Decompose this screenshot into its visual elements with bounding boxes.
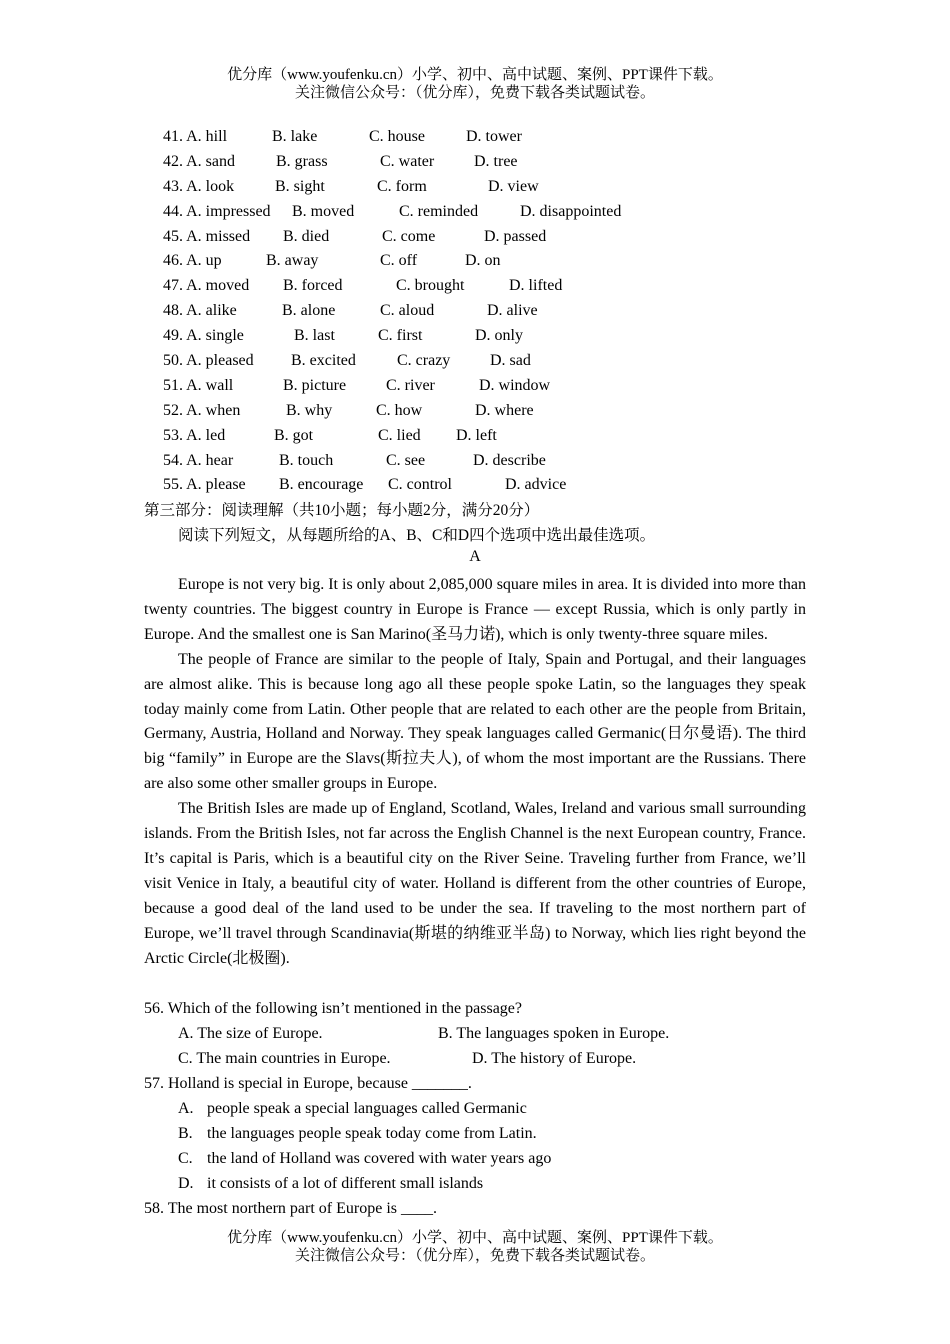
option-b: B. alone bbox=[282, 302, 336, 320]
section-instruction: 阅读下列短文，从每题所给的A、B、C和D四个选项中选出最佳选项。 bbox=[178, 527, 656, 544]
option-c: C. control bbox=[388, 476, 452, 494]
option-d: D. sad bbox=[490, 352, 531, 370]
passage-paragraph: Europe is not very big. It is only about 2,085,000 square miles in area. It is divided into more than twenty countries. The biggest country in Europe is France — except Russia, which is only partly in Europe. And the smallest one is San Marino(圣马力诺), which is only twenty-three square miles. bbox=[144, 576, 806, 643]
option-d: D. tower bbox=[466, 128, 522, 145]
header-line-2: 关注微信公众号：（优分库），免费下载各类试题试卷。 bbox=[294, 85, 655, 101]
footer-line-1: 优分库（www.youfenku.cn）小学、初中、高中试题、案例、PPT课件下载。 bbox=[227, 1230, 723, 1246]
option-c: C. see bbox=[386, 451, 426, 469]
option-b: B. why bbox=[286, 401, 333, 419]
option-a: 44. A. impressed bbox=[163, 202, 271, 220]
option-c: C. come bbox=[382, 227, 436, 245]
question-58-stem: 58. The most northern part of Europe is ____. bbox=[144, 1200, 437, 1217]
option-c: C. first bbox=[378, 327, 423, 345]
option-d: D. on bbox=[465, 252, 501, 270]
option-d: D. describe bbox=[473, 451, 546, 469]
option-label: B. bbox=[178, 1125, 193, 1142]
option-d: D. lifted bbox=[509, 277, 563, 295]
option-a: 50. A. pleased bbox=[163, 352, 254, 370]
option-label: A. bbox=[178, 1100, 194, 1117]
footer-line-2: 关注微信公众号：（优分库），免费下载各类试题试卷。 bbox=[294, 1248, 655, 1264]
option-label: D. bbox=[178, 1175, 194, 1192]
question-56-option-c: C. The main countries in Europe. bbox=[178, 1050, 391, 1067]
option-a: 51. A. wall bbox=[163, 376, 234, 394]
option-a: 45. A. missed bbox=[163, 227, 251, 245]
option-d: D. left bbox=[456, 426, 497, 444]
page-footer bbox=[0, 1229, 950, 1265]
option-d: D. window bbox=[479, 376, 551, 394]
option-a: 54. A. hear bbox=[163, 451, 234, 469]
option-c: C. brought bbox=[396, 277, 465, 295]
passage-paragraph: The British Isles are made up of England, Scotland, Wales, Ireland and various small surrounding islands. From the British Isles, not far across the English Channel is the next European country, France. It’s capital is Paris, which is a beautiful city on the River Seine. Traveling further from France, we’ll visit Venice in Italy, a beautiful city of water. Holland is different from the other countries of Europe, because a good deal of the land used to be under the sea. If traveling to the most northern part of Europe, we’ll travel through Scandinavia(斯堪的纳维亚半岛) to Norway, which lies right beyond the Arctic Circle(北极圈). bbox=[144, 800, 806, 967]
question-56-stem: 56. Which of the following isn’t mentioned in the passage? bbox=[144, 1000, 522, 1017]
option-b: B. last bbox=[294, 327, 335, 345]
option-c: C. crazy bbox=[397, 352, 451, 370]
option-text: it consists of a lot of different small islands bbox=[207, 1175, 484, 1192]
option-a: 41. A. hill bbox=[163, 128, 228, 145]
option-text: the languages people speak today come from Latin. bbox=[207, 1125, 537, 1142]
option-a: 49. A. single bbox=[163, 327, 244, 345]
section-title: 第三部分：阅读理解（共10小题；每小题2分，满分20分） bbox=[144, 502, 540, 519]
option-a: 47. A. moved bbox=[163, 277, 250, 295]
option-text: the land of Holland was covered with water years ago bbox=[207, 1150, 552, 1167]
option-c: C. form bbox=[377, 177, 427, 195]
option-b: B. picture bbox=[283, 376, 347, 394]
option-b: B. encourage bbox=[279, 476, 364, 494]
option-label: C. bbox=[178, 1150, 193, 1167]
question-56-option-a: A. The size of Europe. bbox=[178, 1025, 323, 1042]
option-d: D. where bbox=[475, 401, 534, 419]
option-b: B. forced bbox=[283, 277, 343, 295]
option-c: C. river bbox=[386, 376, 435, 394]
option-a: 55. A. please bbox=[163, 476, 246, 494]
option-b: B. died bbox=[283, 227, 330, 245]
option-d: D. disappointed bbox=[520, 202, 622, 220]
question-56-option-d: D. The history of Europe. bbox=[472, 1050, 637, 1067]
question-57-stem: 57. Holland is special in Europe, because _______. bbox=[144, 1075, 472, 1092]
option-a: 42. A. sand bbox=[163, 152, 235, 170]
option-d: D. passed bbox=[484, 227, 547, 245]
option-b: B. got bbox=[274, 426, 314, 444]
option-c: C. how bbox=[376, 401, 423, 419]
option-c: C. aloud bbox=[380, 302, 435, 320]
option-a: 46. A. up bbox=[163, 252, 222, 270]
header-line-1: 优分库（www.youfenku.cn）小学、初中、高中试题、案例、PPT课件下载。 bbox=[227, 67, 723, 83]
option-d: D. only bbox=[475, 327, 523, 345]
page-header bbox=[0, 66, 950, 102]
option-text: people speak a special languages called Germanic bbox=[207, 1100, 527, 1117]
option-c: C. water bbox=[380, 152, 435, 170]
option-d: D. alive bbox=[487, 302, 538, 320]
option-c: C. off bbox=[380, 252, 418, 270]
passage-paragraph: The people of France are similar to the people of Italy, Spain and Portugal, and their languages are almost alike. This is because long ago all these people spoke Latin, so the languages they speak today mainly come from Latin. Other people that are related to each other are the people from Britain, Germany, Austria, Holland and Norway. They speak languages called Germanic(日尔曼语). The third big “family” in Europe are the Slavs(斯拉夫人), of whom the most important are the Russians. There are also some other smaller groups in Europe. bbox=[144, 650, 806, 793]
option-b: B. grass bbox=[276, 152, 328, 170]
option-b: B. away bbox=[266, 252, 319, 270]
reading-passage bbox=[144, 573, 806, 972]
option-c: C. lied bbox=[378, 426, 421, 444]
option-d: D. advice bbox=[505, 476, 567, 494]
option-a: 52. A. when bbox=[163, 401, 241, 419]
option-c: C. reminded bbox=[399, 202, 479, 220]
question-57-option-b bbox=[178, 1121, 537, 1146]
option-b: B. lake bbox=[272, 128, 318, 145]
question-56-option-b: B. The languages spoken in Europe. bbox=[438, 1025, 670, 1042]
option-b: B. moved bbox=[292, 202, 355, 220]
option-b: B. sight bbox=[275, 177, 325, 195]
question-57-option-a bbox=[178, 1096, 527, 1121]
option-b: B. excited bbox=[291, 352, 356, 370]
option-d: D. tree bbox=[474, 152, 518, 170]
option-b: B. touch bbox=[279, 451, 334, 469]
option-c: C. house bbox=[369, 128, 425, 145]
question-57-option-c bbox=[178, 1146, 551, 1171]
question-57-option-d bbox=[178, 1171, 483, 1196]
option-a: 48. A. alike bbox=[163, 302, 237, 320]
passage-letter: A bbox=[469, 548, 481, 565]
option-a: 43. A. look bbox=[163, 177, 235, 195]
option-a: 53. A. led bbox=[163, 426, 226, 444]
option-d: D. view bbox=[488, 177, 539, 195]
